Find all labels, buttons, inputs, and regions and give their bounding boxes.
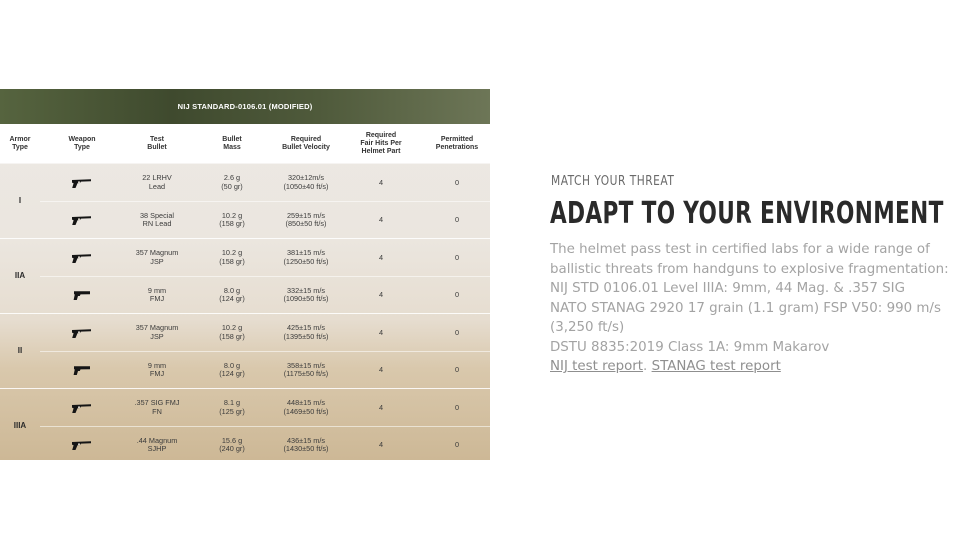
body-line: ballistic threats from handguns to explosive fragmentation: [550,261,949,277]
cell-penetrations: 0 [454,215,460,224]
cell-hits: 4 [378,402,384,412]
report-links [550,357,978,377]
cell-mass: 10.2 g (158 gr) [219,248,245,266]
cell-penetrations: 0 [454,327,460,337]
cell-mass: 10.2 g (158 gr) [219,323,245,341]
table-row [40,201,490,239]
revolver-icon [40,164,124,202]
body-line: NATO STANAG 2920 17 grain (1.1 gram) FSP V50: 990 m/s [550,300,941,316]
cell-hits: 4 [378,215,384,224]
column-header-permitted-penetrations: Permitted Penetrations [435,135,479,151]
cell-penetrations: 0 [454,252,460,262]
table-row [0,388,490,426]
cell-velocity: 358±15 m/s (1175±50 ft/s) [283,360,329,379]
armor-type-cell: II [17,346,23,355]
armor-type-cell: I [18,196,22,205]
section-headline: ADAPT TO YOUR ENVIRONMENT [550,196,944,231]
body-line: (3,250 ft/s) [550,320,625,335]
cell-mass: 10.2 g (158 gr) [219,210,245,229]
column-header-bullet-velocity: Required Bullet Velocity [282,135,330,151]
table-row [0,163,490,201]
pistol-icon [40,277,124,315]
nij-test-report-link[interactable]: NIJ test report [550,359,644,374]
cell-velocity: 332±15 m/s (1090±50 ft/s) [283,285,329,304]
cell-penetrations: 0 [454,365,460,374]
column-header-armor-type: Armor Type [9,135,31,151]
table-row [0,238,490,276]
revolver-icon [40,202,124,240]
cell-bullet: 38 Special RN Lead [139,210,175,229]
link-separator: . [643,359,648,374]
cell-mass: 8.0 g (124 gr) [219,360,245,379]
armor-type-cell: IIIA [13,421,27,430]
nij-standard-table-image [0,89,490,460]
cell-mass: 8.1 g (125 gr) [219,398,245,416]
revolver-icon [40,389,124,427]
cell-velocity: 259±15 m/s (850±50 ft/s) [285,210,327,229]
pistol-icon [40,352,124,390]
body-line: NIJ STD 0106.01 Level IIIA: 9mm, 44 Mag. & .357 SIG [550,281,905,296]
revolver-icon [40,239,124,277]
table-row [40,276,490,314]
body-line: The helmet pass test in certified labs for a wide range of [550,242,930,257]
column-header-fair-hits: Required Fair Hits Per Helmet Part [360,131,402,155]
cell-bullet: .357 SIG FMJ FN [134,398,180,416]
body-line: DSTU 8835:2019 Class 1A: 9mm Makarov [550,339,830,355]
column-header-weapon-type: Weapon Type [68,135,96,151]
cell-bullet: 357 Magnum JSP [135,248,179,266]
cell-mass: 15.6 g (240 gr) [219,435,245,454]
section-eyebrow: MATCH YOUR THREAT [551,174,675,189]
cell-velocity: 425±15 m/s (1395±50 ft/s) [283,323,329,341]
revolver-icon [40,314,124,352]
cell-penetrations: 0 [454,440,460,449]
cell-bullet: 357 Magnum JSP [135,323,179,341]
cell-penetrations: 0 [454,402,460,412]
table-row [40,351,490,389]
cell-penetrations: 0 [454,290,460,299]
table-row [0,313,490,351]
cell-hits: 4 [378,365,384,374]
cell-velocity: 381±15 m/s (1250±50 ft/s) [283,248,329,266]
armor-type-cell: IIA [14,271,26,280]
table-column-headers [0,124,490,163]
cell-bullet: .44 Magnum SJHP [136,435,178,454]
column-header-test-bullet: Test Bullet [147,135,167,151]
cell-bullet: 9 mm FMJ [147,360,167,379]
table-row [40,426,490,461]
section-body [550,240,978,377]
table-title: NIJ STANDARD-0106.01 (MODIFIED) [0,89,490,124]
cell-velocity: 448±15 m/s (1469±50 ft/s) [283,398,329,416]
cell-velocity: 436±15 m/s (1430±50 ft/s) [283,435,329,454]
cell-bullet: 22 LRHV Lead [142,173,172,191]
cell-mass: 2.6 g (50 gr) [221,173,243,191]
cell-hits: 4 [378,327,384,337]
cell-velocity: 320±12m/s (1050±40 ft/s) [283,173,329,191]
stanag-test-report-link[interactable]: STANAG test report [651,359,781,374]
cell-hits: 4 [378,252,384,262]
cell-hits: 4 [378,177,384,187]
column-header-bullet-mass: Bullet Mass [222,135,242,151]
cell-hits: 4 [378,290,384,299]
cell-bullet: 9 mm FMJ [147,285,167,304]
cell-mass: 8.0 g (124 gr) [219,285,245,304]
cell-hits: 4 [378,440,384,449]
cell-penetrations: 0 [454,177,460,187]
revolver-icon [40,427,124,461]
